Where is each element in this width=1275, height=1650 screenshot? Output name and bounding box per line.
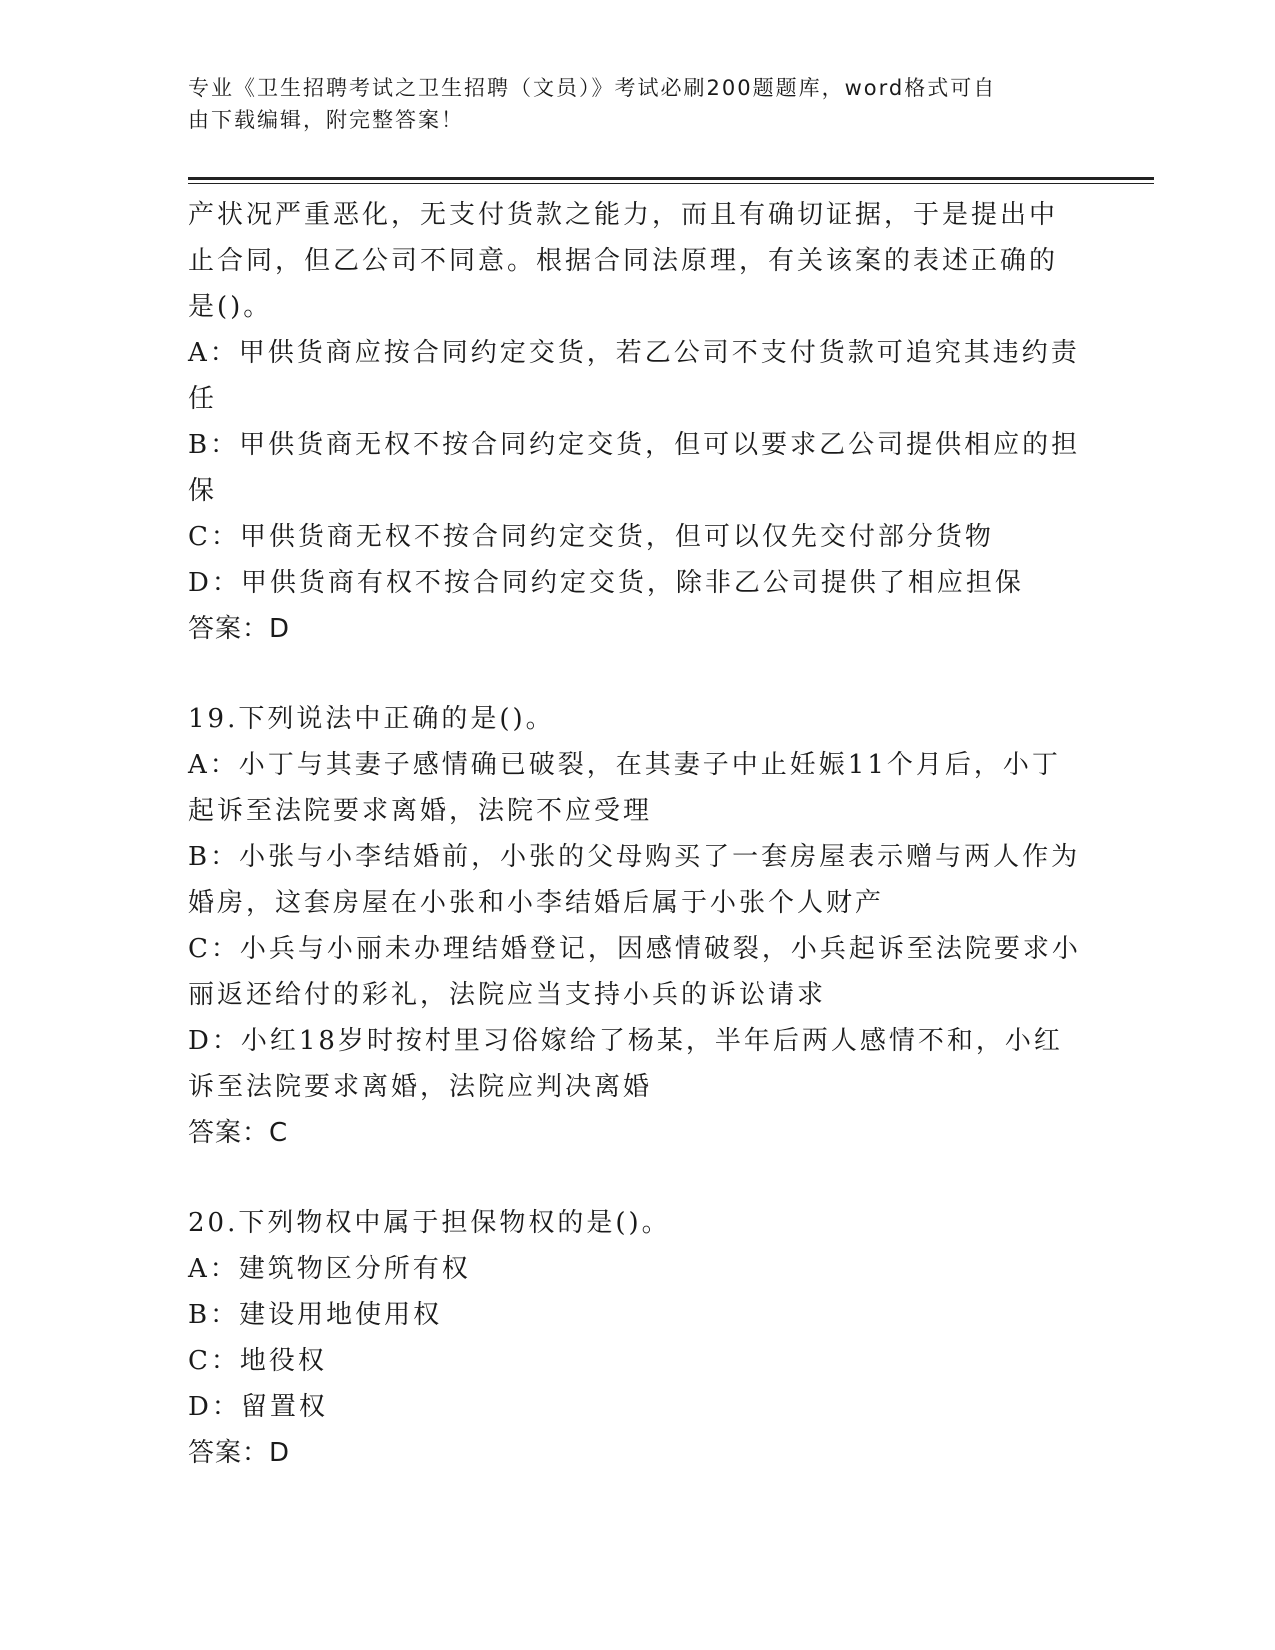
option-a-line: A：甲供货商应按合同约定交货，若乙公司不支付货款可追究其违约责: [188, 338, 1080, 368]
option-b-line: B：甲供货商无权不按合同约定交货，但可以要求乙公司提供相应的担: [188, 430, 1081, 460]
question-stem-line: 19.下列说法中正确的是()。: [188, 704, 555, 734]
header-rule-thin: [188, 183, 1154, 184]
header-line-2: 由下载编辑，附完整答案！: [188, 108, 464, 132]
option-c-line: 丽返还给付的彩礼，法院应当支持小兵的诉讼请求: [188, 980, 827, 1010]
option-d-line: 诉至法院要求离婚，法院应判决离婚: [188, 1072, 653, 1102]
option-c-line: C：甲供货商无权不按合同约定交货，但可以仅先交付部分货物: [188, 522, 994, 552]
question-18: [188, 192, 1088, 652]
question-stem-line: 是()。: [188, 292, 273, 322]
option-a-line: 起诉至法院要求离婚，法院不应受理: [188, 796, 653, 826]
document-header: [188, 72, 1068, 136]
option-a-line: 任: [188, 384, 218, 414]
option-b-line: 婚房，这套房屋在小张和小李结婚后属于小张个人财产: [188, 888, 885, 918]
option-d-line: D：甲供货商有权不按合同约定交货，除非乙公司提供了相应担保: [188, 568, 1024, 598]
option-c-line: C：小兵与小丽未办理结婚登记，因感情破裂，小兵起诉至法院要求小: [188, 934, 1081, 964]
option-c-line: C：地役权: [188, 1346, 327, 1376]
option-d-line: D：小红18岁时按村里习俗嫁给了杨某，半年后两人感情不和，小红: [188, 1026, 1063, 1056]
question-stem-line: 20.下列物权中属于担保物权的是()。: [188, 1208, 671, 1238]
question-stem-line: 产状况严重恶化，无支付货款之能力，而且有确切证据，于是提出中: [188, 200, 1059, 230]
answer-line: 答案：C: [188, 1118, 289, 1148]
question-20: [188, 1200, 1088, 1476]
question-stem-line: 止合同，但乙公司不同意。根据合同法原理，有关该案的表述正确的: [188, 246, 1059, 276]
answer-line: 答案：D: [188, 614, 291, 644]
option-a-line: A：小丁与其妻子感情确已破裂，在其妻子中止妊娠11个月后，小丁: [188, 750, 1061, 780]
header-line-1: 专业《卫生招聘考试之卫生招聘（文员）》考试必刷200题题库，word格式可自: [188, 76, 997, 100]
question-19: [188, 696, 1088, 1156]
answer-line: 答案：D: [188, 1438, 291, 1468]
option-d-line: D：留置权: [188, 1392, 328, 1422]
question-spacer: [188, 1156, 1088, 1200]
option-b-line: B：建设用地使用权: [188, 1300, 443, 1330]
option-b-line: B：小张与小李结婚前，小张的父母购买了一套房屋表示赠与两人作为: [188, 842, 1081, 872]
question-spacer: [188, 652, 1088, 696]
option-a-line: A：建筑物区分所有权: [188, 1254, 471, 1284]
header-rule-thick: [188, 177, 1154, 180]
document-body: [188, 192, 1088, 1476]
option-b-line: 保: [188, 476, 218, 506]
